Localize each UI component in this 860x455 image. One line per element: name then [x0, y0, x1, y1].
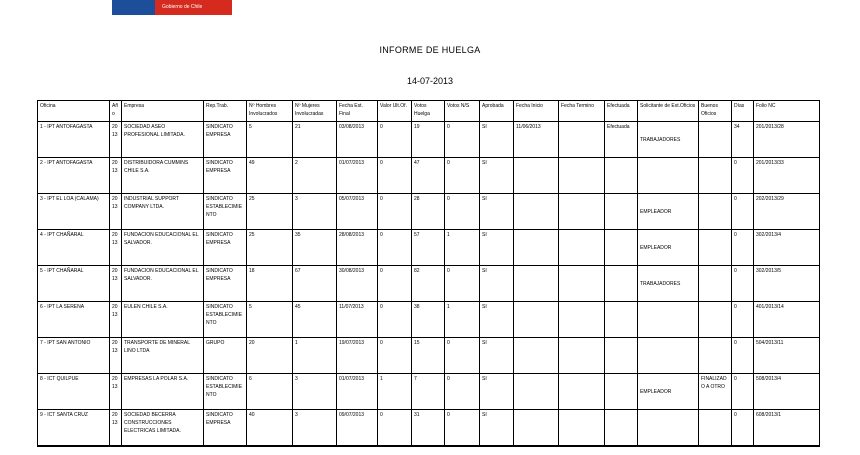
table-cell: 202/2013/29	[754, 194, 820, 230]
table-row	[38, 122, 820, 158]
table-cell	[638, 338, 699, 374]
table-cell: SINDICATO EMPRESA	[204, 122, 247, 158]
table-cell: 19	[412, 122, 445, 158]
table-cell: 0	[445, 374, 480, 410]
table-cell: 3	[293, 410, 337, 446]
table-cell	[605, 338, 638, 374]
table-cell: 0	[732, 374, 754, 410]
column-header: Rep.Trab.	[204, 101, 247, 122]
table-cell	[559, 338, 605, 374]
table-cell	[699, 230, 732, 266]
table-cell: 19/07/2013	[337, 338, 378, 374]
table-cell: 0	[378, 158, 412, 194]
table-cell: 1	[378, 374, 412, 410]
table-cell: 1 - IPT ANTOFAGASTA	[38, 122, 110, 158]
table-cell: Efectuada	[605, 122, 638, 158]
column-header: Fecha Est. Final	[337, 101, 378, 122]
table-cell: 05/07/2013	[337, 194, 378, 230]
table-cell: 8 - ICT QUILPUE	[38, 374, 110, 410]
table-cell: TRABAJADORES	[638, 266, 699, 302]
gobierno-logo	[112, 0, 232, 15]
table-cell: 5	[247, 122, 293, 158]
table-cell	[559, 158, 605, 194]
table-cell: FUNDACION EDUCACIONAL EL SALVADOR.	[122, 266, 204, 302]
table-cell: 01/07/2013	[337, 374, 378, 410]
table-cell	[605, 194, 638, 230]
table-cell	[699, 302, 732, 338]
table-row	[38, 158, 820, 194]
table-cell: 18	[247, 266, 293, 302]
table-cell: SI	[480, 230, 514, 266]
table-cell: 401/2013/14	[754, 302, 820, 338]
table-cell: SINDICATO EMPRESA	[204, 410, 247, 446]
table-cell	[605, 266, 638, 302]
table-cell: SINDICATO ESTABLECIMIENTO	[204, 194, 247, 230]
table-cell: 0	[732, 266, 754, 302]
table-cell: 0	[445, 338, 480, 374]
report-date: 14-07-2013	[406, 76, 454, 86]
table-cell	[699, 266, 732, 302]
table-cell: 35	[293, 230, 337, 266]
table-cell: 508/2013/4	[754, 374, 820, 410]
report-title: INFORME DE HUELGA	[379, 45, 481, 55]
table-cell: 608/2013/1	[754, 410, 820, 446]
table-cell: 25	[247, 194, 293, 230]
table-cell: 01/07/2013	[337, 158, 378, 194]
table-row	[38, 374, 820, 410]
table-cell: 0	[445, 122, 480, 158]
column-header: Votos N/S	[445, 101, 480, 122]
table-cell	[699, 122, 732, 158]
table-cell: 9 - ICT SANTA CRUZ	[38, 410, 110, 446]
table-cell: 45	[293, 302, 337, 338]
table-cell: 3	[293, 374, 337, 410]
table-cell: 0	[445, 194, 480, 230]
column-header: Valor Ult.Of.	[378, 101, 412, 122]
column-header: Año	[110, 101, 122, 122]
table-cell: 3 - IPT EL LOA (CALAMA)	[38, 194, 110, 230]
table-cell: 11/07/2013	[337, 302, 378, 338]
table-cell: SI	[480, 338, 514, 374]
table-cell: SOCIEDAD BECERRA CONSTRUCCIONES ELECTRICAS LIMITADA.	[122, 410, 204, 446]
column-header: Nº Hombres Involucrados	[247, 101, 293, 122]
table-cell: DISTRIBUIDORA CUMMINS CHILE S.A.	[122, 158, 204, 194]
table-cell: 25	[247, 230, 293, 266]
column-header: Oficina	[38, 101, 110, 122]
table-cell: EMPLEADOR	[638, 230, 699, 266]
table-cell: 2013	[110, 338, 122, 374]
table-cell	[559, 374, 605, 410]
table-cell	[605, 374, 638, 410]
table-cell: 21	[293, 122, 337, 158]
table-cell: 302/2013/5	[754, 266, 820, 302]
table-cell	[559, 302, 605, 338]
table-cell	[514, 194, 559, 230]
table-cell: 47	[412, 158, 445, 194]
table-row	[38, 266, 820, 302]
column-header: Solicitante de Ext.Oficios	[638, 101, 699, 122]
table-cell: SI	[480, 194, 514, 230]
table-cell: TRABAJADORES	[638, 122, 699, 158]
table-cell: 82	[412, 266, 445, 302]
table-cell	[559, 410, 605, 446]
table-cell: 0	[378, 194, 412, 230]
table-cell: 40	[247, 410, 293, 446]
table-cell: 5 - IPT CHAÑARAL	[38, 266, 110, 302]
table-cell	[605, 158, 638, 194]
table-cell: 0	[378, 410, 412, 446]
table-cell: 03/08/2013	[337, 122, 378, 158]
table-cell: 2013	[110, 158, 122, 194]
table-cell	[514, 374, 559, 410]
table-cell	[638, 302, 699, 338]
table-cell: 2013	[110, 374, 122, 410]
table-cell: SI	[480, 266, 514, 302]
table-cell: 0	[378, 230, 412, 266]
table-cell: 6	[247, 374, 293, 410]
column-header: Folio NC	[754, 101, 820, 122]
table-cell: 6 - IPT LA SERENA	[38, 302, 110, 338]
table-cell: FUNDACION EDUCACIONAL EL SALVADOR.	[122, 230, 204, 266]
table-cell	[638, 410, 699, 446]
column-header: Efectuada	[605, 101, 638, 122]
table-cell: SI	[480, 410, 514, 446]
table-cell	[699, 194, 732, 230]
table-cell: 302/2013/4	[754, 230, 820, 266]
table-cell: 0	[445, 158, 480, 194]
table-cell: FINALIZADO A OTRO	[699, 374, 732, 410]
table-cell: SINDICATO ESTABLECIMIENTO	[204, 374, 247, 410]
table-cell: 30/08/2013	[337, 266, 378, 302]
table-cell: 0	[378, 338, 412, 374]
table-cell	[559, 194, 605, 230]
table-cell: 0	[378, 302, 412, 338]
table-cell: 09/07/2013	[337, 410, 378, 446]
table-cell: TRANSPORTE DE MINERAL LINO LTDA	[122, 338, 204, 374]
table-cell: EULEN CHILE S.A.	[122, 302, 204, 338]
table-cell: 20	[247, 338, 293, 374]
table-cell: SOCIEDAD ASEO PROFESIONAL LIMITADA.	[122, 122, 204, 158]
table-cell: SI	[480, 122, 514, 158]
table-cell: 0	[732, 302, 754, 338]
table-cell	[699, 410, 732, 446]
table-cell: 7 - IPT SAN ANTONIO	[38, 338, 110, 374]
table-cell: 0	[378, 266, 412, 302]
table-cell	[605, 410, 638, 446]
table-cell: 0	[732, 158, 754, 194]
table-cell: 2	[293, 158, 337, 194]
logo-text: Gobierno de Chile	[162, 4, 203, 10]
column-header: Aprobada	[480, 101, 514, 122]
table-cell: 2013	[110, 230, 122, 266]
table-cell: 0	[378, 122, 412, 158]
table-row	[38, 338, 820, 374]
table-cell: 2013	[110, 302, 122, 338]
table-cell: 0	[732, 338, 754, 374]
column-header: Fecha Inicio	[514, 101, 559, 122]
table-cell: 28/08/2013	[337, 230, 378, 266]
table-cell: 3	[293, 194, 337, 230]
column-header: Votos Huelga	[412, 101, 445, 122]
table-cell	[699, 338, 732, 374]
table-cell	[699, 158, 732, 194]
table-header-row	[38, 101, 820, 122]
table-cell	[638, 158, 699, 194]
table-row	[38, 302, 820, 338]
table-cell	[514, 230, 559, 266]
column-header: Días	[732, 101, 754, 122]
table-cell: 0	[732, 410, 754, 446]
table-cell: EMPRESAS LA POLAR S.A.	[122, 374, 204, 410]
table-cell: 0	[445, 266, 480, 302]
table-cell: 201/2013/28	[754, 122, 820, 158]
table-cell: 49	[247, 158, 293, 194]
table-cell	[605, 230, 638, 266]
table-cell	[514, 266, 559, 302]
column-header: Nº Mujeres Involucradas	[293, 101, 337, 122]
table-cell: 67	[293, 266, 337, 302]
table-cell: 2013	[110, 194, 122, 230]
table-cell: 5	[247, 302, 293, 338]
table-cell: 1	[445, 230, 480, 266]
table-cell	[605, 302, 638, 338]
table-cell: 31	[412, 410, 445, 446]
table-cell: 0	[732, 230, 754, 266]
table-cell: 34	[732, 122, 754, 158]
table-cell: 201/2013/33	[754, 158, 820, 194]
table-cell: 2 - IPT ANTOFAGASTA	[38, 158, 110, 194]
table-cell: SI	[480, 158, 514, 194]
table-cell: SINDICATO EMPRESA	[204, 158, 247, 194]
strike-report-table	[37, 100, 820, 446]
table-cell: INDUSTRIAL SUPPORT COMPANY LTDA.	[122, 194, 204, 230]
table-row	[38, 230, 820, 266]
table-cell: 28	[412, 194, 445, 230]
table-cell: 2013	[110, 266, 122, 302]
table-cell: SINDICATO EMPRESA	[204, 266, 247, 302]
table-cell: 11/06/2013	[514, 122, 559, 158]
table-body	[38, 122, 820, 446]
table-cell	[514, 302, 559, 338]
table-cell: SINDICATO ESTABLECIMIENTO	[204, 302, 247, 338]
table-cell	[514, 338, 559, 374]
table-continuation	[37, 446, 820, 455]
table-cell: 0	[445, 410, 480, 446]
table-row	[38, 194, 820, 230]
table-cell	[514, 410, 559, 446]
table-cell: SI	[480, 302, 514, 338]
table-cell: 4 - IPT CHAÑARAL	[38, 230, 110, 266]
table-cell	[514, 158, 559, 194]
table-cell: 2013	[110, 122, 122, 158]
table-cell: GRUPO	[204, 338, 247, 374]
table-cell	[559, 266, 605, 302]
table-row	[38, 410, 820, 446]
table-cell: EMPLEADOR	[638, 374, 699, 410]
column-header: Buenos Oficios	[699, 101, 732, 122]
table-cell: 0	[732, 194, 754, 230]
table-cell: EMPLEADOR	[638, 194, 699, 230]
table-cell: 15	[412, 338, 445, 374]
table-cell: 504/2013/11	[754, 338, 820, 374]
table-cell: 2013	[110, 410, 122, 446]
column-header: Fecha Termino	[559, 101, 605, 122]
table-cell	[559, 122, 605, 158]
table-cell: 1	[445, 302, 480, 338]
table-cell: 1	[293, 338, 337, 374]
table-cell: 57	[412, 230, 445, 266]
table-cell	[559, 230, 605, 266]
table-cell: 38	[412, 302, 445, 338]
table-cell: SI	[480, 374, 514, 410]
table-cell: 7	[412, 374, 445, 410]
column-header: Empresa	[122, 101, 204, 122]
table-cell: SINDICATO EMPRESA	[204, 230, 247, 266]
